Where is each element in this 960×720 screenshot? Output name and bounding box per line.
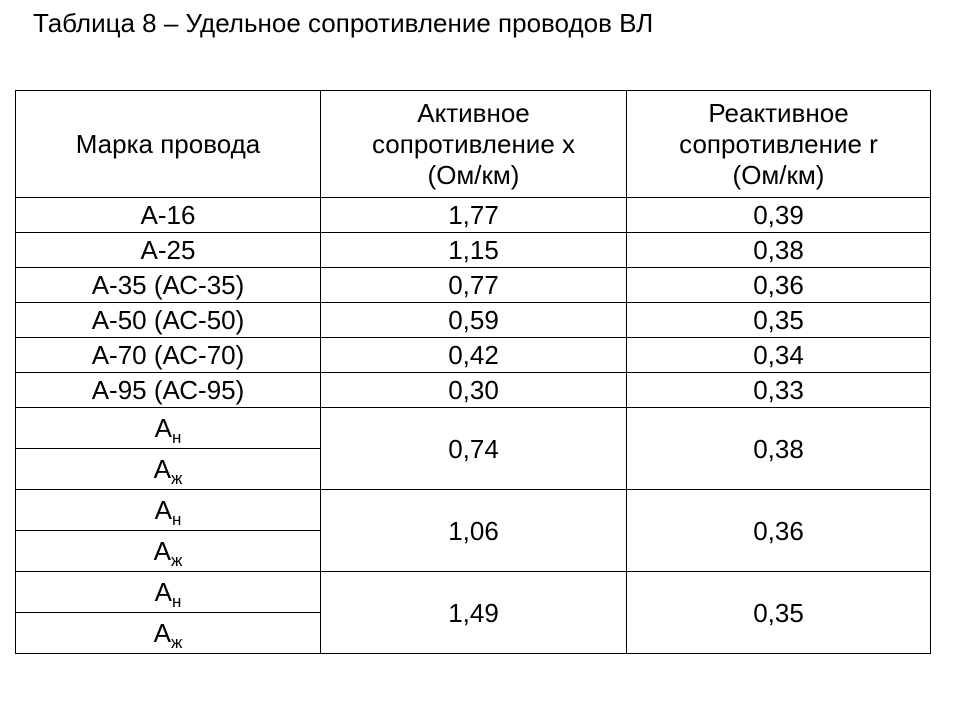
active-resistance-cell: 0,77 xyxy=(321,268,627,303)
reactive-resistance-cell: 0,39 xyxy=(627,198,931,233)
wire-grade-cell xyxy=(16,613,321,654)
reactive-resistance-cell: 0,38 xyxy=(627,233,931,268)
wire-grade-subscript: ж xyxy=(170,551,183,570)
active-resistance-cell: 0,74 xyxy=(321,408,627,490)
table-row xyxy=(16,303,931,338)
wire-grade-base: А xyxy=(153,618,171,648)
header-active-resistance xyxy=(321,91,627,198)
wire-grade-cell xyxy=(16,531,321,572)
wire-grade-base: А xyxy=(154,413,172,443)
reactive-resistance-cell: 0,35 xyxy=(627,303,931,338)
header-active-line-2: сопротивление x xyxy=(371,128,576,159)
active-resistance-cell: 1,49 xyxy=(321,572,627,654)
wire-grade-subscript: ж xyxy=(170,633,183,652)
header-reactive-line-2: сопротивление r xyxy=(679,128,878,159)
header-active-line-1: Активное xyxy=(417,97,530,128)
header-wire-grade: Марка провода xyxy=(16,91,321,198)
wire-grade-cell: А-16 xyxy=(16,198,321,233)
header-reactive-line-3: (Ом/км) xyxy=(732,159,825,190)
table-row xyxy=(16,198,931,233)
wire-grade-cell: А-95 (АС-95) xyxy=(16,373,321,408)
wire-grade-cell xyxy=(16,490,321,531)
reactive-resistance-cell: 0,34 xyxy=(627,338,931,373)
table-row xyxy=(16,490,931,531)
reactive-resistance-cell: 0,36 xyxy=(627,490,931,572)
wire-grade-cell xyxy=(16,449,321,490)
table-caption: Таблица 8 – Удельное сопротивление проводов ВЛ xyxy=(33,8,654,38)
table-row xyxy=(16,373,931,408)
wire-grade-subscript: н xyxy=(171,592,182,611)
reactive-resistance-cell: 0,36 xyxy=(627,268,931,303)
active-resistance-cell: 0,30 xyxy=(321,373,627,408)
wire-grade-cell xyxy=(16,408,321,449)
active-resistance-cell: 1,06 xyxy=(321,490,627,572)
wire-grade-base: А xyxy=(154,577,172,607)
wire-grade-base: А xyxy=(153,536,171,566)
wire-grade-cell xyxy=(16,572,321,613)
active-resistance-cell: 0,42 xyxy=(321,338,627,373)
table-row xyxy=(16,338,931,373)
active-resistance-cell: 1,77 xyxy=(321,198,627,233)
wire-grade-subscript: н xyxy=(171,510,182,529)
active-resistance-cell: 1,15 xyxy=(321,233,627,268)
reactive-resistance-cell: 0,38 xyxy=(627,408,931,490)
reactive-resistance-cell: 0,35 xyxy=(627,572,931,654)
table-row xyxy=(16,233,931,268)
header-active-line-3: (Ом/км) xyxy=(427,159,520,190)
table-row xyxy=(16,572,931,613)
wire-grade-cell: А-35 (АС-35) xyxy=(16,268,321,303)
wire-grade-subscript: н xyxy=(171,428,182,447)
reactive-resistance-cell: 0,33 xyxy=(627,373,931,408)
wire-grade-cell: А-25 xyxy=(16,233,321,268)
header-reactive-line-1: Реактивное xyxy=(708,97,849,128)
table-row xyxy=(16,268,931,303)
wire-grade-subscript: ж xyxy=(170,469,183,488)
wire-grade-cell: А-70 (АС-70) xyxy=(16,338,321,373)
active-resistance-cell: 0,59 xyxy=(321,303,627,338)
header-reactive-resistance xyxy=(627,91,931,198)
table-row xyxy=(16,408,931,449)
wire-grade-base: А xyxy=(154,495,172,525)
wire-grade-cell: А-50 (АС-50) xyxy=(16,303,321,338)
resistance-table xyxy=(15,90,931,654)
wire-grade-base: А xyxy=(153,454,171,484)
header-row xyxy=(16,91,931,198)
